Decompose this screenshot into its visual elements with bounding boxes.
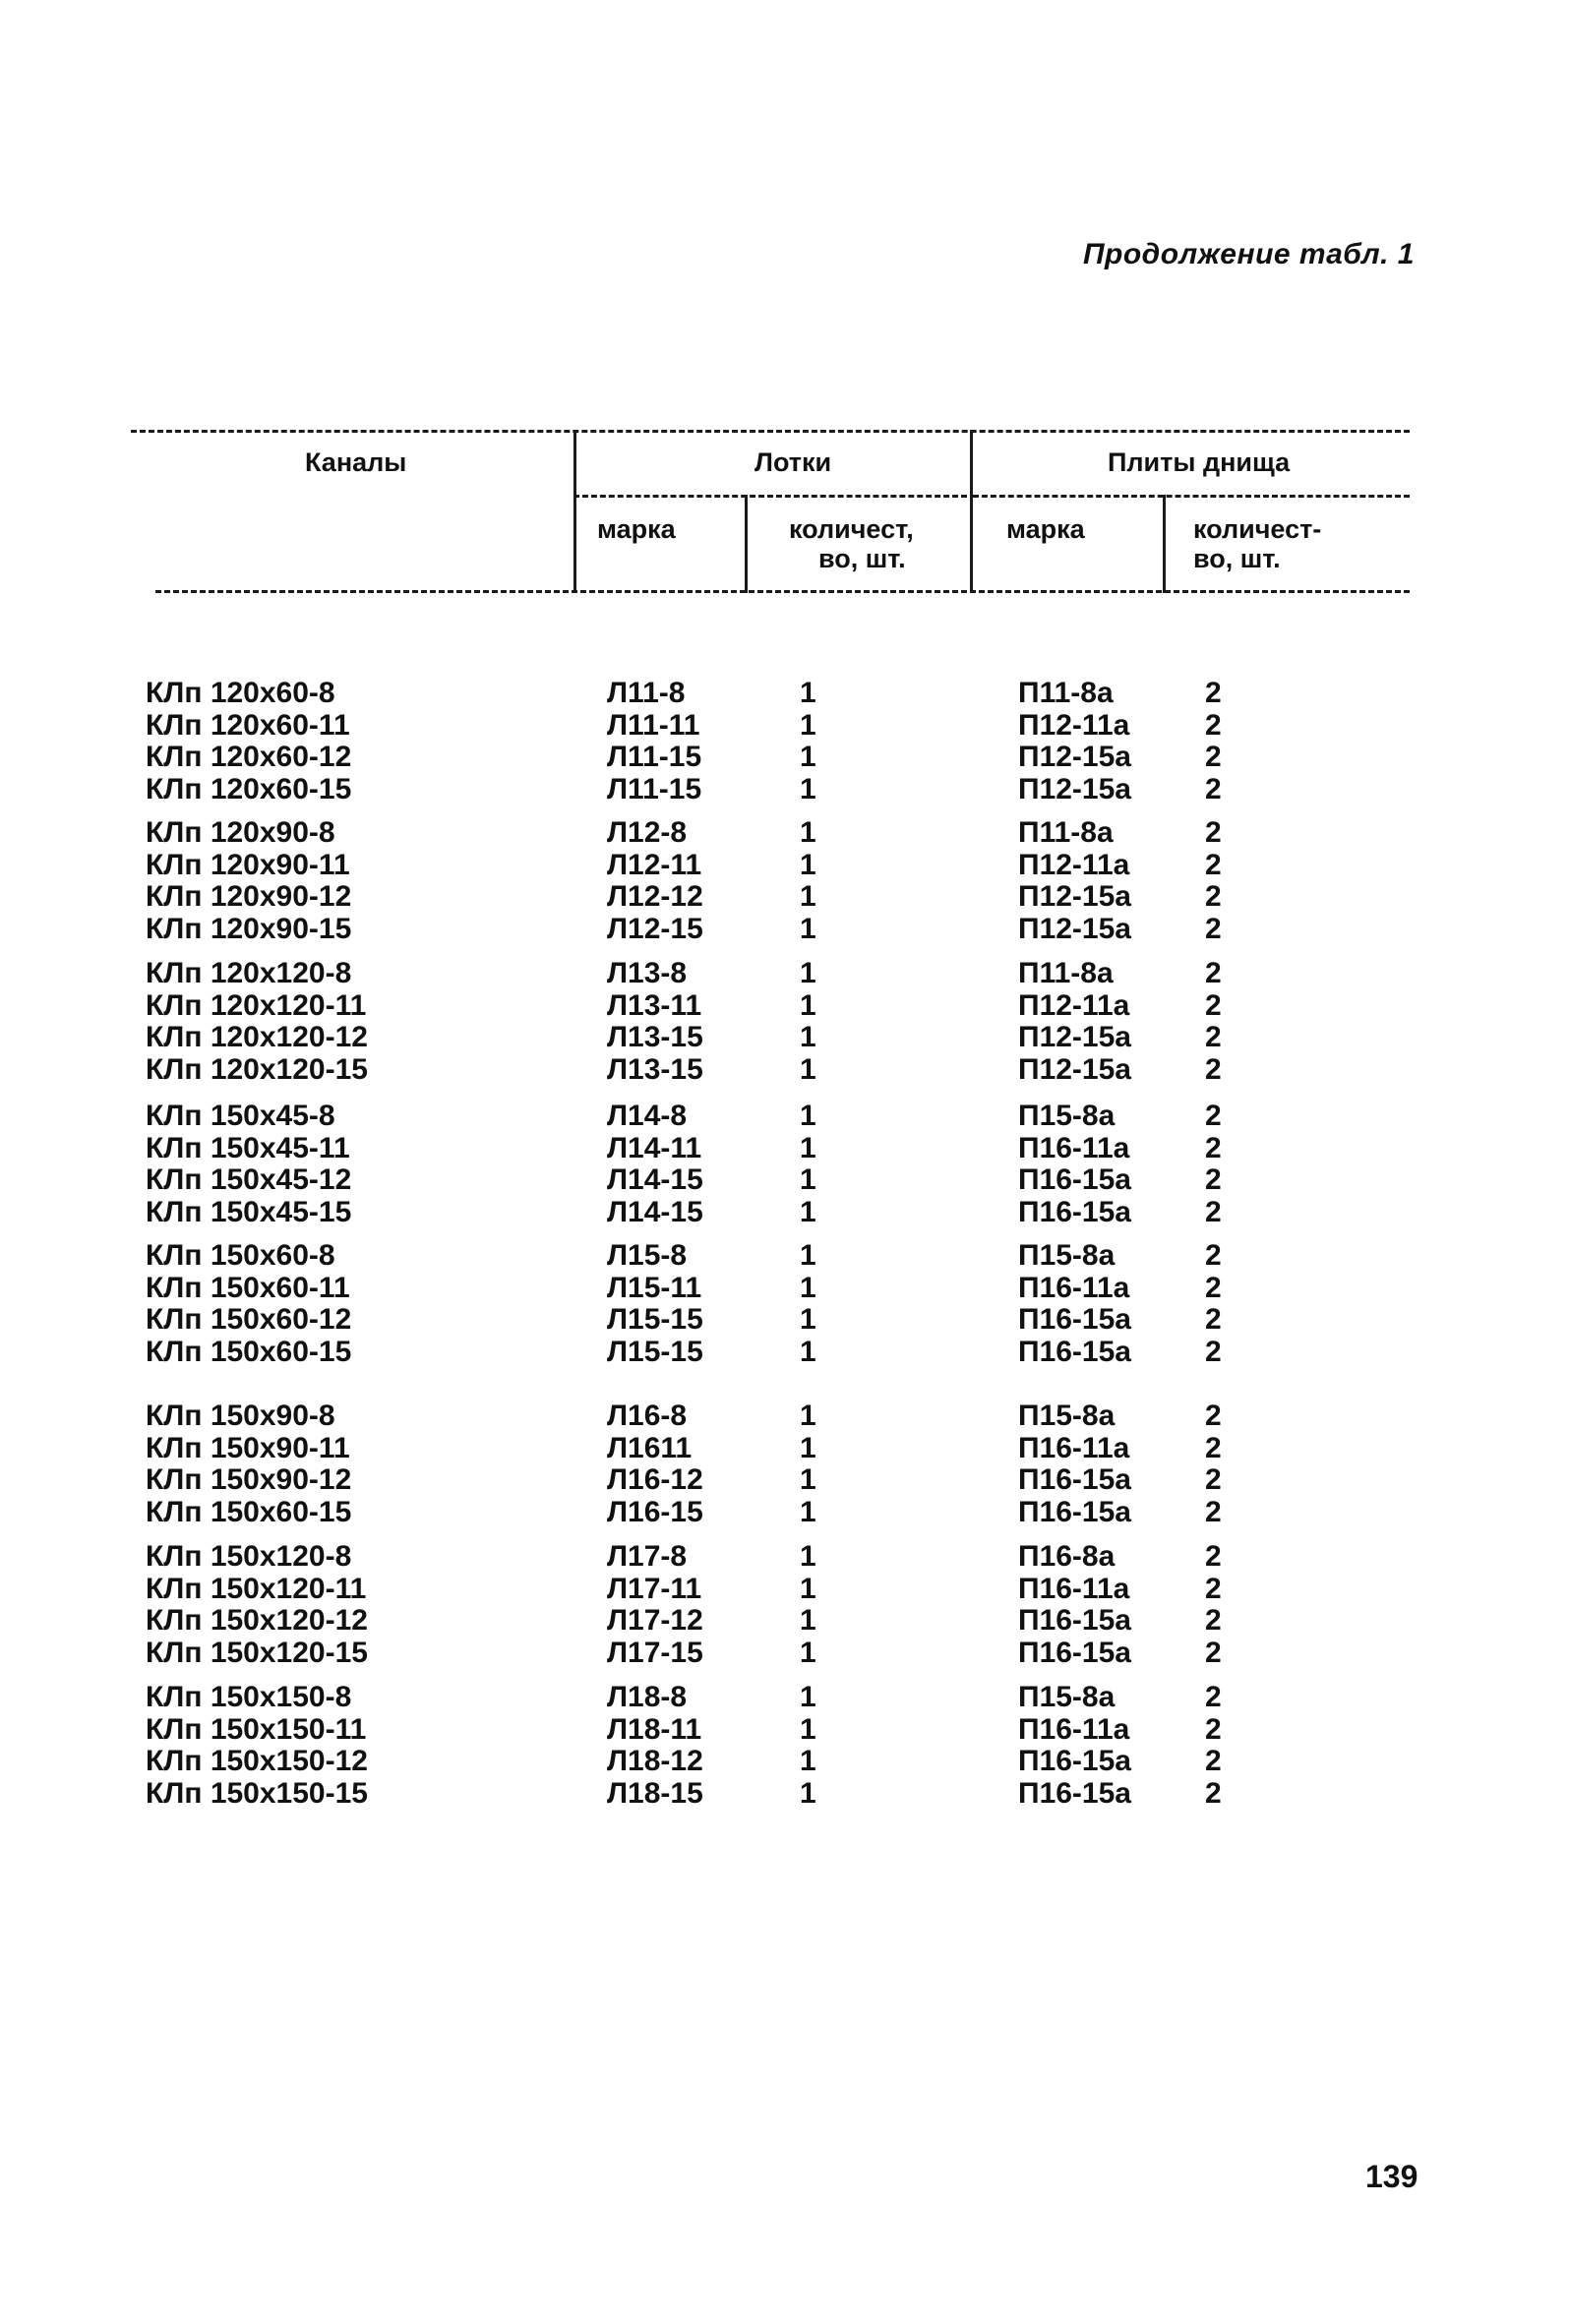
- tray-quantity: 1: [800, 880, 816, 913]
- slab-mark: П12-15а: [1018, 1021, 1131, 1053]
- tray-quantity: 1: [800, 957, 816, 989]
- header-kanaly: Каналы: [305, 447, 407, 477]
- table-row: [0, 1133, 1569, 1164]
- tray-mark: Л14-11: [607, 1132, 702, 1164]
- header-plity-marka: марка: [1006, 514, 1085, 544]
- slab-mark: П12-11а: [1018, 709, 1130, 742]
- table-row: [0, 1574, 1569, 1605]
- tray-quantity: 1: [800, 1604, 816, 1637]
- tray-quantity: 1: [800, 1573, 816, 1605]
- slab-mark: П15-8а: [1018, 1681, 1116, 1713]
- table-row: [0, 958, 1569, 989]
- channel-mark: КЛп 150х45-12: [146, 1163, 352, 1196]
- channel-mark: КЛп 150х60-8: [146, 1239, 335, 1272]
- tray-mark: Л16-8: [607, 1400, 688, 1432]
- header-lotki: Лотки: [754, 447, 832, 477]
- channel-mark: КЛп 150х150-11: [146, 1713, 367, 1746]
- slab-quantity: 2: [1205, 1745, 1222, 1777]
- table-row: [0, 1164, 1569, 1196]
- tray-quantity: 1: [800, 1272, 816, 1304]
- slab-mark: П16-15а: [1018, 1336, 1131, 1368]
- channel-mark: КЛп 150х90-8: [146, 1400, 335, 1432]
- slab-mark: П16-11а: [1018, 1573, 1130, 1605]
- tray-mark: Л11-11: [607, 709, 700, 742]
- channel-mark: КЛп 120х60-11: [146, 709, 350, 742]
- slab-mark: П12-15а: [1018, 1053, 1131, 1086]
- table-row: [0, 1605, 1569, 1637]
- table-row: [0, 1541, 1569, 1573]
- table-row: [0, 881, 1569, 913]
- slab-quantity: 2: [1205, 709, 1222, 742]
- slab-mark: П15-8а: [1018, 1400, 1116, 1432]
- table-caption: Продолжение табл. 1: [1082, 238, 1415, 270]
- table-row: [0, 678, 1569, 709]
- slab-mark: П11-8а: [1018, 677, 1114, 709]
- tray-quantity: 1: [800, 1745, 816, 1777]
- tray-quantity: 1: [800, 1540, 816, 1573]
- channel-mark: КЛп 150х45-11: [146, 1132, 350, 1164]
- table-row: [0, 1304, 1569, 1336]
- table-row: [0, 1197, 1569, 1228]
- channel-mark: КЛп 150х120-12: [146, 1604, 368, 1637]
- slab-quantity: 2: [1205, 1400, 1222, 1432]
- tray-mark: Л14-15: [607, 1196, 703, 1228]
- table-row: [0, 914, 1569, 945]
- header-plity-qty-line2: во, шт.: [1193, 544, 1281, 573]
- slab-quantity: 2: [1205, 1021, 1222, 1053]
- tray-mark: Л13-15: [607, 1053, 703, 1086]
- tray-mark: Л12-15: [607, 913, 703, 945]
- slab-mark: П12-15а: [1018, 741, 1131, 773]
- table-row: [0, 1497, 1569, 1528]
- tray-mark: Л15-8: [607, 1239, 688, 1272]
- slab-mark: П16-11а: [1018, 1272, 1130, 1304]
- slab-quantity: 2: [1205, 1196, 1222, 1228]
- table-row: [0, 990, 1569, 1022]
- header-divider-2: [745, 495, 748, 593]
- table-row: [0, 1746, 1569, 1777]
- channel-mark: КЛп 120х120-12: [146, 1021, 368, 1053]
- channel-mark: КЛп 150х60-15: [146, 1336, 352, 1368]
- slab-mark: П12-11а: [1018, 989, 1130, 1022]
- tray-mark: Л12-12: [607, 880, 703, 913]
- channel-mark: КЛп 150х90-12: [146, 1463, 352, 1496]
- slab-quantity: 2: [1205, 1463, 1222, 1496]
- slab-mark: П16-11а: [1018, 1713, 1130, 1746]
- channel-mark: КЛп 150х90-11: [146, 1432, 350, 1464]
- channel-mark: КЛп 150х60-11: [146, 1272, 350, 1304]
- tray-mark: Л15-15: [607, 1303, 703, 1336]
- tray-mark: Л17-11: [607, 1573, 702, 1605]
- tray-quantity: 1: [800, 1021, 816, 1053]
- tray-mark: Л14-8: [607, 1100, 688, 1132]
- tray-quantity: 1: [800, 741, 816, 773]
- tray-quantity: 1: [800, 1196, 816, 1228]
- tray-mark: Л16-15: [607, 1496, 703, 1528]
- channel-mark: КЛп 120х90-11: [146, 849, 350, 881]
- slab-mark: П12-15а: [1018, 773, 1131, 805]
- slab-mark: П16-15а: [1018, 1163, 1131, 1196]
- channel-mark: КЛп 120х60-12: [146, 741, 352, 773]
- slab-quantity: 2: [1205, 1239, 1222, 1272]
- tray-quantity: 1: [800, 1336, 816, 1368]
- tray-quantity: 1: [800, 1681, 816, 1713]
- channel-mark: КЛп 150х45-15: [146, 1196, 352, 1228]
- slab-mark: П16-11а: [1018, 1132, 1130, 1164]
- tray-quantity: 1: [800, 1432, 816, 1464]
- slab-quantity: 2: [1205, 989, 1222, 1022]
- slab-quantity: 2: [1205, 849, 1222, 881]
- channel-mark: КЛп 150х150-12: [146, 1745, 368, 1777]
- page-number: 139: [1365, 2159, 1418, 2194]
- header-top-rule: [131, 430, 1410, 433]
- tray-quantity: 1: [800, 1239, 816, 1272]
- header-divider-3: [970, 430, 973, 593]
- slab-quantity: 2: [1205, 1573, 1222, 1605]
- channel-mark: КЛп 120х120-15: [146, 1053, 368, 1086]
- tray-quantity: 1: [800, 1100, 816, 1132]
- table-row: [0, 1682, 1569, 1713]
- slab-mark: П16-15а: [1018, 1604, 1131, 1637]
- tray-mark: Л18-8: [607, 1681, 688, 1713]
- channel-mark: КЛп 120х90-8: [146, 816, 335, 849]
- slab-mark: П15-8а: [1018, 1100, 1116, 1132]
- slab-mark: П16-8а: [1018, 1540, 1116, 1573]
- tray-mark: Л11-15: [607, 773, 702, 805]
- slab-mark: П11-8а: [1018, 957, 1114, 989]
- table-row: [0, 1054, 1569, 1086]
- tray-quantity: 1: [800, 989, 816, 1022]
- table-row: [0, 1714, 1569, 1746]
- tray-quantity: 1: [800, 773, 816, 805]
- table-header: [131, 430, 1410, 593]
- channel-mark: КЛп 150х120-11: [146, 1573, 367, 1605]
- slab-mark: П16-15а: [1018, 1745, 1131, 1777]
- slab-mark: П16-11а: [1018, 1432, 1130, 1464]
- tray-mark: Л1611: [607, 1432, 693, 1464]
- slab-mark: П16-15а: [1018, 1496, 1131, 1528]
- slab-mark: П16-15а: [1018, 1303, 1131, 1336]
- slab-mark: П12-15а: [1018, 913, 1131, 945]
- table-row: [0, 1101, 1569, 1132]
- header-plity-qty-line1: количест-: [1193, 514, 1322, 544]
- channel-mark: КЛп 150х60-15: [146, 1496, 352, 1528]
- table-row: [0, 1273, 1569, 1304]
- table-row: [0, 850, 1569, 881]
- slab-quantity: 2: [1205, 1163, 1222, 1196]
- tray-mark: Л17-8: [607, 1540, 688, 1573]
- tray-mark: Л16-12: [607, 1463, 703, 1496]
- table-row: [0, 1400, 1569, 1432]
- channel-mark: КЛп 150х60-12: [146, 1303, 352, 1336]
- header-lotki-qty-line2: во, шт.: [818, 544, 906, 573]
- tray-quantity: 1: [800, 1053, 816, 1086]
- slab-quantity: 2: [1205, 1100, 1222, 1132]
- tray-mark: Л13-15: [607, 1021, 703, 1053]
- channel-mark: КЛп 120х120-8: [146, 957, 352, 989]
- slab-mark: П16-15а: [1018, 1196, 1131, 1228]
- tray-quantity: 1: [800, 1132, 816, 1164]
- slab-quantity: 2: [1205, 773, 1222, 805]
- tray-mark: Л14-15: [607, 1163, 703, 1196]
- header-sub-rule-lotki: [573, 495, 967, 498]
- slab-quantity: 2: [1205, 741, 1222, 773]
- header-plity: Плиты днища: [1108, 447, 1291, 477]
- slab-quantity: 2: [1205, 957, 1222, 989]
- table-row: [0, 742, 1569, 773]
- slab-quantity: 2: [1205, 1336, 1222, 1368]
- tray-quantity: 1: [800, 1713, 816, 1746]
- channel-mark: КЛп 150х120-8: [146, 1540, 352, 1573]
- tray-mark: Л17-15: [607, 1637, 703, 1669]
- tray-quantity: 1: [800, 709, 816, 742]
- tray-mark: Л13-8: [607, 957, 688, 989]
- channel-mark: КЛп 120х120-11: [146, 989, 367, 1022]
- slab-mark: П16-15а: [1018, 1637, 1131, 1669]
- tray-quantity: 1: [800, 1777, 816, 1810]
- slab-quantity: 2: [1205, 1303, 1222, 1336]
- tray-mark: Л13-11: [607, 989, 702, 1022]
- header-lotki-qty-line1: количест,: [789, 514, 914, 544]
- table-row: [0, 1337, 1569, 1368]
- tray-mark: Л11-15: [607, 741, 702, 773]
- slab-quantity: 2: [1205, 1496, 1222, 1528]
- table-row: [0, 1433, 1569, 1464]
- channel-mark: КЛп 150х150-15: [146, 1777, 368, 1810]
- slab-quantity: 2: [1205, 1432, 1222, 1464]
- channel-mark: КЛп 120х60-8: [146, 677, 335, 709]
- tray-quantity: 1: [800, 1163, 816, 1196]
- slab-quantity: 2: [1205, 1540, 1222, 1573]
- tray-quantity: 1: [800, 816, 816, 849]
- tray-mark: Л18-12: [607, 1745, 703, 1777]
- tray-mark: Л15-11: [607, 1272, 702, 1304]
- slab-mark: П16-15а: [1018, 1777, 1131, 1810]
- slab-quantity: 2: [1205, 1681, 1222, 1713]
- table-row: [0, 1778, 1569, 1810]
- tray-quantity: 1: [800, 1303, 816, 1336]
- table-row: [0, 1022, 1569, 1053]
- channel-mark: КЛп 150х150-8: [146, 1681, 352, 1713]
- slab-quantity: 2: [1205, 1604, 1222, 1637]
- slab-mark: П16-15а: [1018, 1463, 1131, 1496]
- channel-mark: КЛп 150х120-15: [146, 1637, 368, 1669]
- channel-mark: КЛп 120х90-12: [146, 880, 352, 913]
- header-divider-1: [573, 430, 576, 593]
- channel-mark: КЛп 150х45-8: [146, 1100, 335, 1132]
- tray-quantity: 1: [800, 677, 816, 709]
- table-row: [0, 1638, 1569, 1669]
- slab-quantity: 2: [1205, 880, 1222, 913]
- slab-mark: П12-15а: [1018, 880, 1131, 913]
- slab-quantity: 2: [1205, 1272, 1222, 1304]
- slab-quantity: 2: [1205, 913, 1222, 945]
- tray-mark: Л17-12: [607, 1604, 703, 1637]
- slab-quantity: 2: [1205, 1053, 1222, 1086]
- tray-quantity: 1: [800, 1463, 816, 1496]
- slab-mark: П15-8а: [1018, 1239, 1116, 1272]
- slab-mark: П12-11а: [1018, 849, 1130, 881]
- tray-mark: Л12-8: [607, 816, 688, 849]
- tray-quantity: 1: [800, 1400, 816, 1432]
- channel-mark: КЛп 120х90-15: [146, 913, 352, 945]
- tray-quantity: 1: [800, 849, 816, 881]
- slab-quantity: 2: [1205, 1777, 1222, 1810]
- tray-quantity: 1: [800, 1496, 816, 1528]
- tray-quantity: 1: [800, 1637, 816, 1669]
- table-row: [0, 1464, 1569, 1496]
- header-sub-rule-plity: [973, 495, 1410, 498]
- tray-mark: Л15-15: [607, 1336, 703, 1368]
- tray-quantity: 1: [800, 913, 816, 945]
- slab-quantity: 2: [1205, 1637, 1222, 1669]
- tray-mark: Л11-8: [607, 677, 686, 709]
- slab-quantity: 2: [1205, 677, 1222, 709]
- table-row: [0, 817, 1569, 849]
- slab-mark: П11-8а: [1018, 816, 1114, 849]
- tray-mark: Л12-11: [607, 849, 702, 881]
- channel-mark: КЛп 120х60-15: [146, 773, 352, 805]
- header-bottom-rule: [155, 590, 1410, 593]
- slab-quantity: 2: [1205, 1132, 1222, 1164]
- slab-quantity: 2: [1205, 1713, 1222, 1746]
- header-divider-4: [1163, 495, 1166, 593]
- header-lotki-marka: марка: [597, 514, 676, 544]
- tray-mark: Л18-11: [607, 1713, 702, 1746]
- tray-mark: Л18-15: [607, 1777, 703, 1810]
- slab-quantity: 2: [1205, 816, 1222, 849]
- table-row: [0, 774, 1569, 805]
- table-row: [0, 710, 1569, 742]
- table-row: [0, 1240, 1569, 1272]
